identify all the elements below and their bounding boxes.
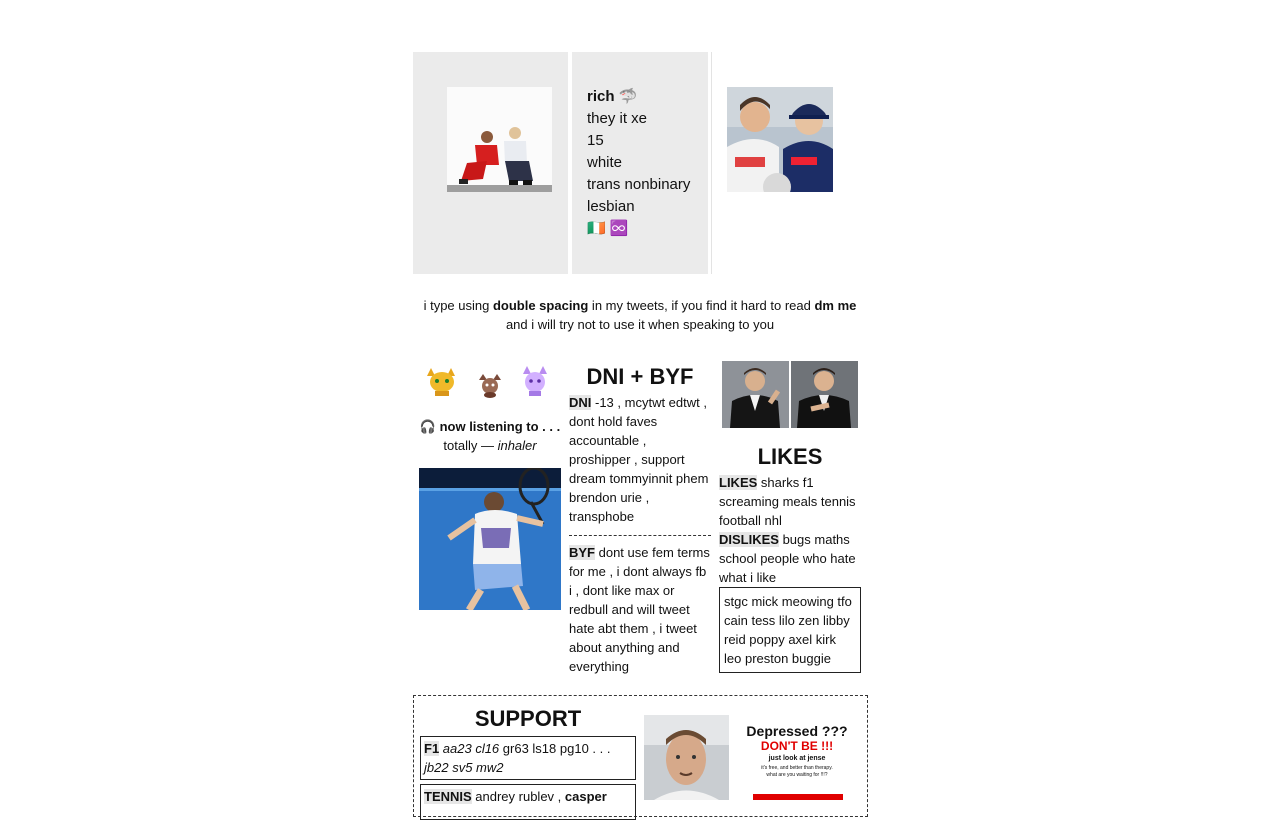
f1-tag: F1: [424, 741, 440, 756]
bio-line-gender: trans nonbinary: [587, 176, 691, 193]
meme-line3: just look at jense: [768, 755, 826, 762]
likes-text: [719, 473, 861, 530]
pet-yellow-icon: [427, 368, 455, 396]
tennis-players: andrey rublev ,: [471, 789, 565, 804]
f1-italic-drivers-2: jb22 sv5 mw2: [424, 760, 504, 775]
tuxedo-photo-left: [722, 361, 789, 428]
likes-list: sharks f1 screaming meals tennis football nhl: [719, 475, 856, 528]
dislikes-text: [719, 530, 861, 587]
now-listening: [419, 417, 561, 455]
dni-byf-divider: [569, 535, 711, 536]
flag-icons: 🇮🇪 ♾️: [587, 220, 629, 237]
f1-drivers: gr63 ls18 pg10 . . .: [499, 741, 611, 756]
support-f1-line2: [424, 758, 632, 777]
headphones-icon: 🎧: [419, 419, 436, 434]
byf-tag: BYF: [569, 545, 595, 560]
song-artist: inhaler: [497, 438, 537, 453]
now-listening-label: now listening to . . .: [439, 419, 561, 434]
drivers-smiling-photo: [727, 87, 833, 192]
note-bold-double-spacing: double spacing: [492, 298, 589, 313]
byf-list: dont use fem terms for me , i dont always fb i , dont like max or redbull and will tweet hate abt them , i tweet about anything and everything: [569, 545, 710, 674]
dni-byf-title: DNI + BYF: [586, 364, 694, 389]
shark-icon: 🦈: [618, 88, 638, 105]
byf-text: [569, 543, 711, 676]
song-title: totally —: [443, 438, 498, 453]
bio-line-age: 15: [587, 132, 604, 149]
note-text: i type using: [423, 298, 493, 313]
tennis-player-bold: casper: [564, 789, 607, 804]
support-f1-box: [420, 736, 636, 780]
support-f1-line1: [424, 739, 632, 758]
support-tennis-box: [420, 784, 636, 820]
bio-line-race: white: [587, 154, 623, 171]
dni-text: [569, 393, 711, 526]
spacing-note: [413, 296, 867, 334]
meme-line5: what are you waiting for !!!?: [766, 772, 828, 778]
bio-line-orientation: lesbian: [587, 198, 635, 215]
friends-names: stgc mick meowing tfo cain tess lilo zen libby reid poppy axel kirk leo preston buggie: [724, 594, 852, 666]
friends-names-box: [719, 587, 861, 673]
dislikes-list: bugs maths school people who hate what i like: [719, 532, 856, 585]
meme-red-bar: [753, 794, 843, 800]
panel-divider: [711, 52, 712, 274]
tennis-tag: TENNIS: [424, 789, 472, 804]
depressed-meme: [743, 715, 851, 800]
meme-line1: Depressed ???: [746, 723, 848, 739]
tuxedo-photo-right: [791, 361, 858, 428]
now-listening-song: [419, 436, 561, 455]
meme-line4: it's free, and better than therapy.: [761, 765, 833, 771]
meme-line2: DON'T BE !!!: [760, 739, 834, 753]
now-listening-label-row: [419, 417, 561, 436]
profile-photo-drivers-sitting: [447, 87, 552, 192]
profile-name: rich: [587, 88, 615, 105]
tennis-player-photo: [419, 468, 561, 610]
likes-title: LIKES: [757, 444, 823, 469]
dni-list: -13 , mcytwt edtwt , dont hold faves accountable , proshipper , support dream tommyinnit phem brendon urie , transphobe: [569, 395, 709, 524]
profile-name-row: [587, 86, 690, 108]
f1-italic-drivers: aa23 cl16: [439, 741, 500, 756]
support-title: SUPPORT: [474, 706, 582, 731]
bio-text: [587, 86, 690, 240]
dislikes-tag: DISLIKES: [719, 532, 779, 547]
spacing-note-line2: and i will try not to use it when speaking to you: [505, 317, 775, 332]
pixel-pets: [425, 364, 555, 398]
note-text-mid: in my tweets, if you find it hard to read: [588, 298, 815, 313]
dni-tag: DNI: [569, 395, 592, 410]
bio-line-pronouns: they it xe: [587, 110, 648, 127]
likes-tag: LIKES: [719, 475, 758, 490]
jenson-photo: [644, 715, 729, 800]
spacing-note-line1: [413, 296, 867, 315]
note-bold-dm-me: dm me: [814, 298, 857, 313]
